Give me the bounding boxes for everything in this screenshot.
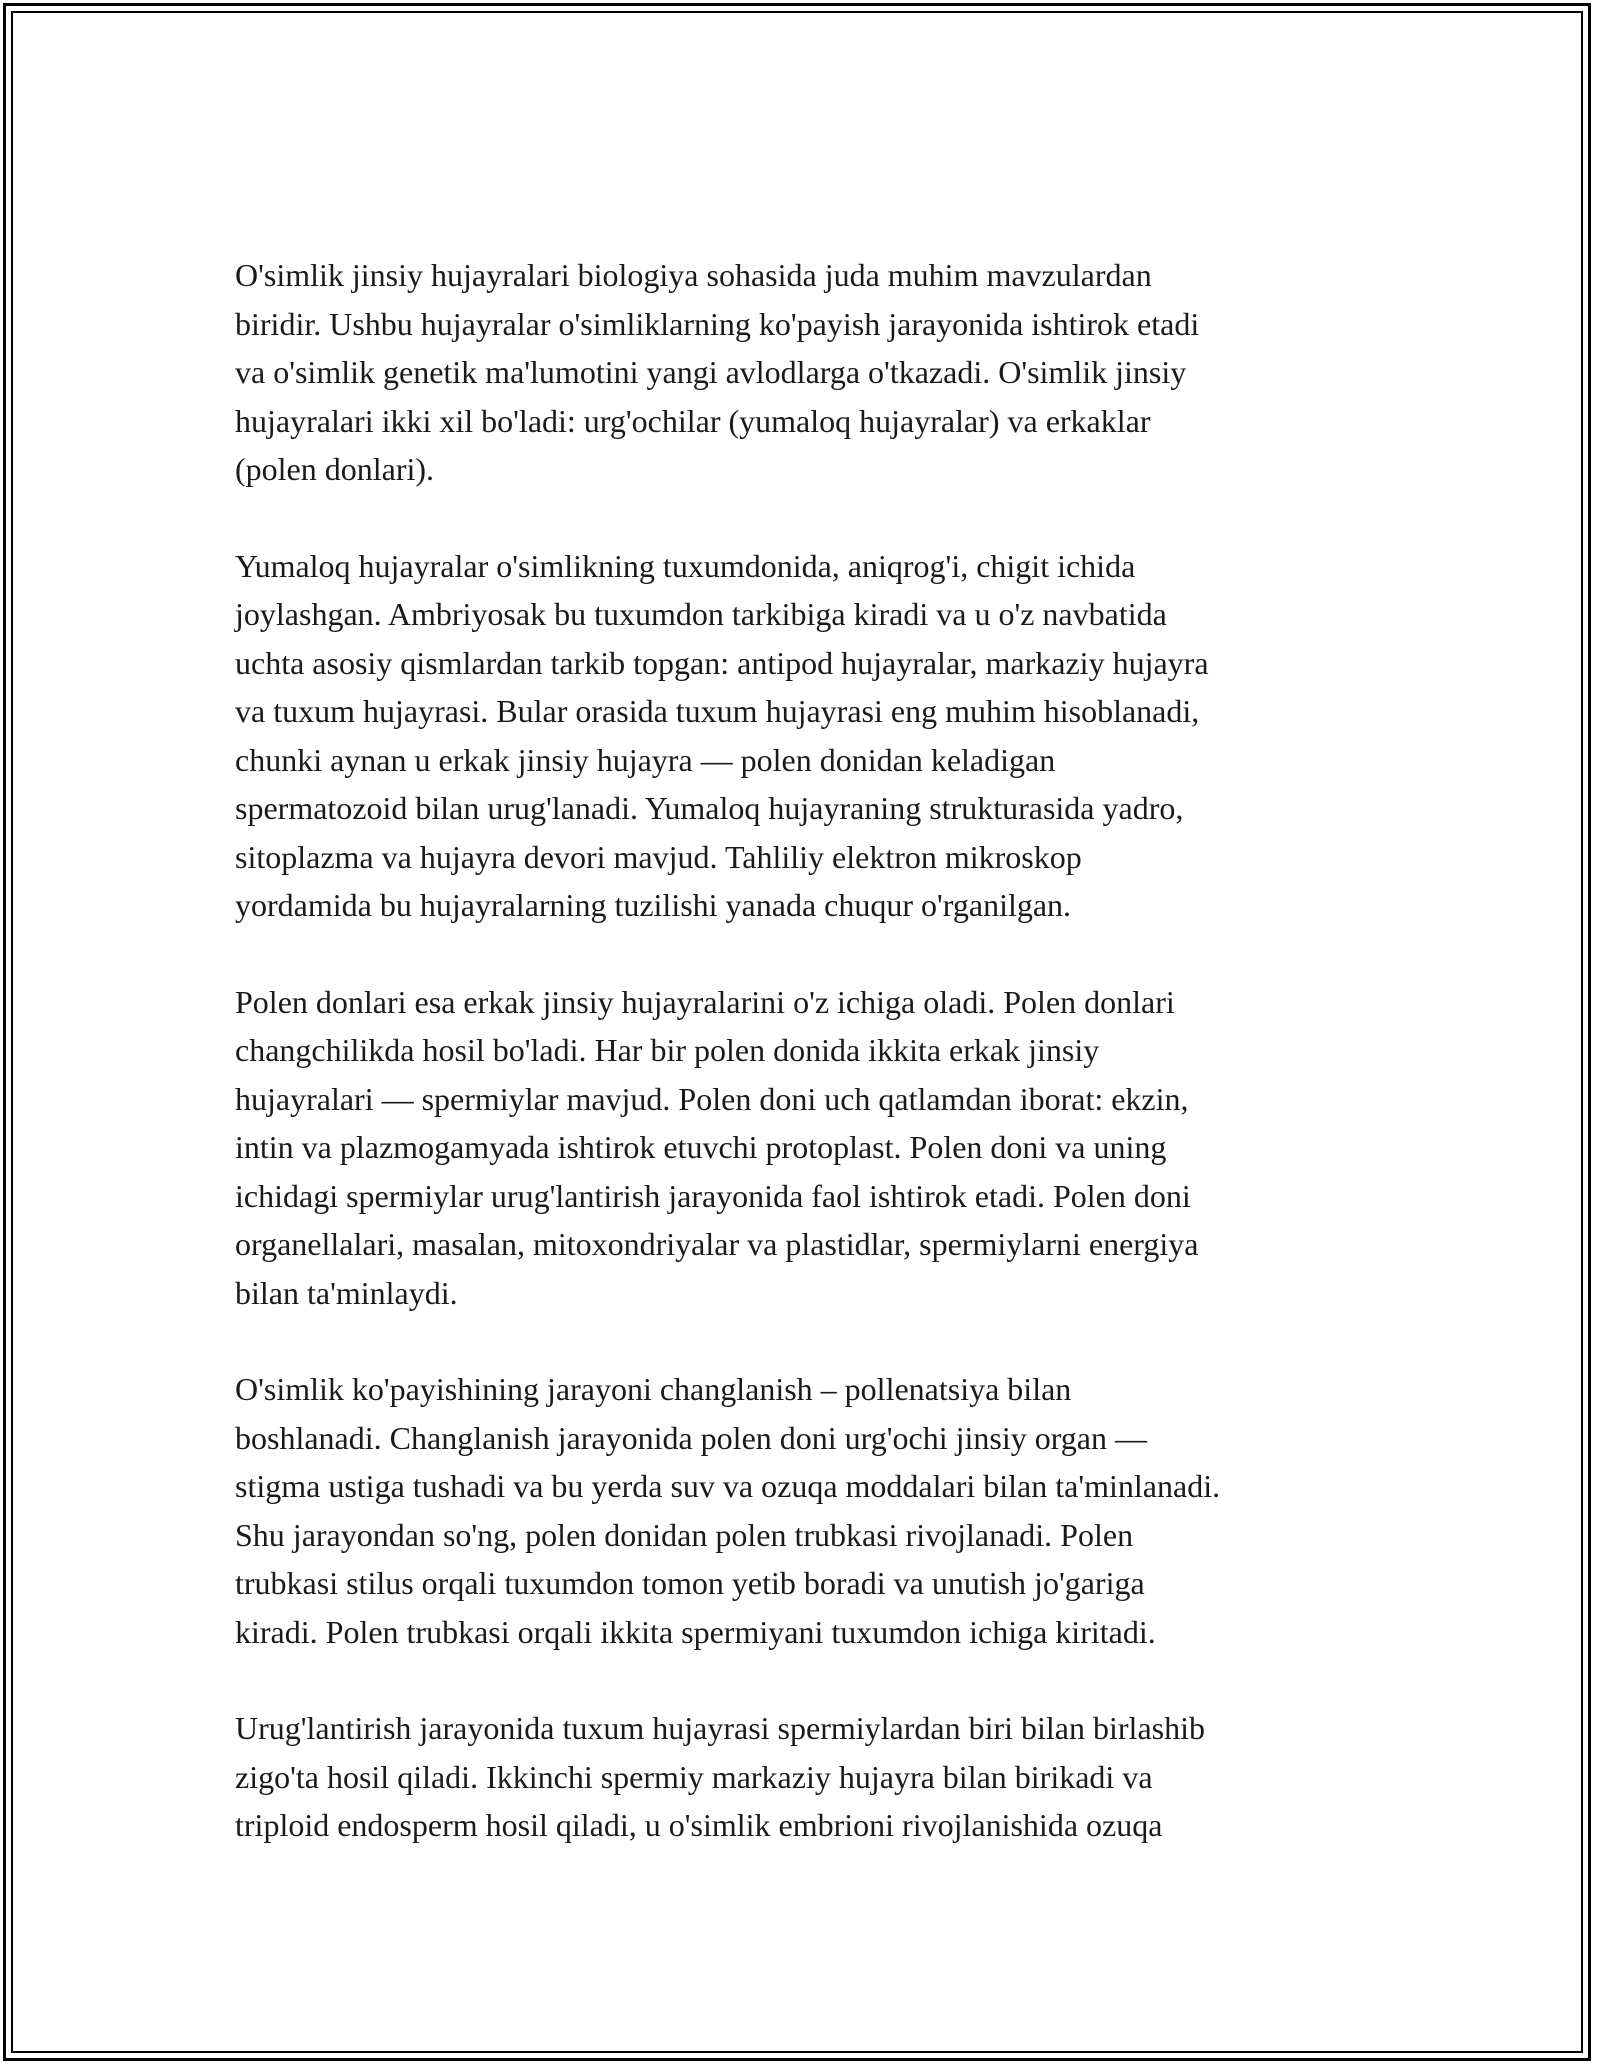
- paragraph-1: O'simlik jinsiy hujayralari biologiya sohasida juda muhim mavzulardan biridir. Ushbu hujayralar o'simliklarning ko'payish jarayonida ishtirok etadi va o'simlik genetik ma'lumotini yangi avlodlarga o'tkazadi. O'simlik jinsiy hujayralari ikki xil bo'ladi: urg'ochilar (yumaloq hujayralar) va erkaklar (polen donlari).: [235, 257, 1200, 487]
- paragraph-2: Yumaloq hujayralar o'simlikning tuxumdonida, aniqrog'i, chigit ichida joylashgan. Ambriyosak bu tuxumdon tarkibiga kiradi va u o'z navbatida uchta asosiy qismlardan tarkib topgan: antipod hujayralar, markaziy hujayra va tuxum hujayrasi. Bular orasida tuxum hujayrasi eng muhim hisoblanadi, chunki aynan u erkak jinsiy hujayra — polen donidan keladigan spermatozoid bilan urug'lanadi. Yumaloq hujayraning strukturasida yadro, sitoplazma va hujayra devori mavjud. Tahliliy elektron mikroskop yordamida bu hujayralarning tuzilishi yanada chuqur o'rganilgan.: [235, 547, 1209, 923]
- paragraph-5: Urug'lantirish jarayonida tuxum hujayrasi spermiylardan biri bilan birlashib zigo'ta hosil qiladi. Ikkinchi spermiy markaziy hujayra bilan birikadi va triploid endosperm hosil qiladi, u o'simlik embrioni rivojlanishida ozuqa: [235, 1710, 1205, 1843]
- document-body: [235, 251, 1385, 1850]
- paragraph-3: Polen donlari esa erkak jinsiy hujayralarini o'z ichiga oladi. Polen donlari changchilikda hosil bo'ladi. Har bir polen donida ikkita erkak jinsiy hujayralari — spermiylar mavjud. Polen doni uch qatlamdan iborat: ekzin, intin va plazmogamyada ishtirok etuvchi protoplast. Polen doni va uning ichidagi spermiylar urug'lantirish jarayonida faol ishtirok etadi. Polen doni organellalari, masalan, mitoxondriyalar va plastidlar, spermiylarni energiya bilan ta'minlaydi.: [235, 983, 1199, 1311]
- paragraph-4: O'simlik ko'payishining jarayoni changlanish – pollenatsiya bilan boshlanadi. Changlanish jarayonida polen doni urg'ochi jinsiy organ — stigma ustiga tushadi va bu yerda suv va ozuqa moddalari bilan ta'minlanadi. Shu jarayondan so'ng, polen donidan polen trubkasi rivojlanadi. Polen trubkasi stilus orqali tuxumdon tomon yetib boradi va unutish jo'gariga kiradi. Polen trubkasi orqali ikkita spermiyani tuxumdon ichiga kiritadi.: [235, 1371, 1221, 1650]
